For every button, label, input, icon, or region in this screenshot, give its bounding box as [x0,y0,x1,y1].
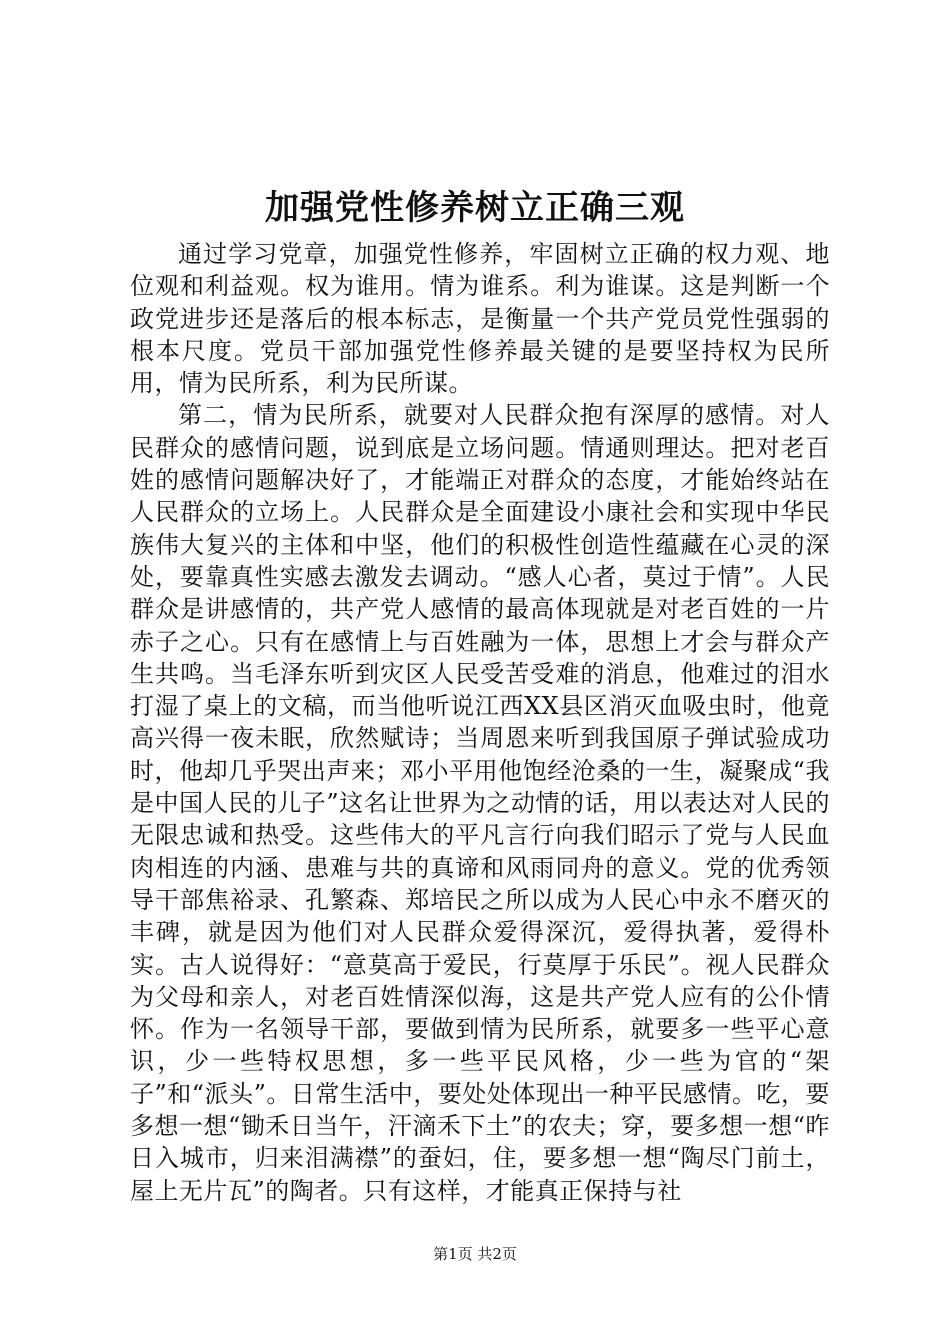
document-title: 加强党性修养树立正确三观 [265,188,685,228]
paragraph-2: 第二，情为民所系，就要对人民群众抱有深厚的感情。对人民群众的感情问题，说到底是立场问题。情通则理达。把对老百姓的感情问题解决好了，才能端正对群众的态度，才能始终站在人民群众的立场上。人民群众是全面建设小康社会和实现中华民族伟大复兴的主体和中坚，他们的积极性创造性蕴藏在心灵的深处，要靠真性实感去激发去调动。“感人心者，莫过于情”。人民群众是讲感情的，共产党人感情的最高体现就是对老百姓的一片赤子之心。只有在感情上与百姓融为一体，思想上才会与群众产生共鸣。当毛泽东听到灾区人民受苦受难的消息，他难过的泪水打湿了桌上的文稿，而当他听说江西XX县区消灭血吸虫时，他竟高兴得一夜未眠，欣然赋诗；当周恩来听到我国原子弹试验成功时，他却几乎哭出声来；邓小平用他饱经沧桑的一生，凝聚成“我是中国人民的儿子”这名让世界为之动情的话，用以表达对人民的无限忠诚和热受。这些伟大的平凡言行向我们昭示了党与人民血肉相连的内涵、患难与共的真谛和风雨同舟的意义。党的优秀领导干部焦裕录、孔繁森、郑培民之所以成为人民心中永不磨灭的丰碑，就是因为他们对人民群众爱得深沉，爱得执著，爱得朴实。古人说得好：“意莫高于爱民，行莫厚于乐民”。视人民群众为父母和亲人，对老百姓情深似海，这是共产党人应有的公仆情怀。作为一名领导干部，要做到情为民所系，就要多一些平心意识，少一些特权思想，多一些平民风格，少一些为官的“架子”和“派头”。日常生活中，要处处体现出一种平民感情。吃，要多想一想“锄禾日当午，汗滴禾下土”的农夫；穿，要多想一想“昨日入城市，归来泪满襟”的蚕妇，住，要多想一想“陶尽门前土，屋上无片瓦”的陶者。只有这样，才能真正保持与社 [130,401,830,1205]
page-footer: 第1页 共2页 [433,1245,517,1263]
document-body [130,238,830,1207]
paragraph-1: 通过学习党章，加强党性修养，牢固树立正确的权力观、地位观和利益观。权为谁用。情为谁系。利为谁谋。这是判断一个政党进步还是落后的根本标志，是衡量一个共产党员党性强弱的根本尺度。党员干部加强党性修养最关键的是要坚持权为民所用，情为民所系，利为民所谋。 [130,240,830,398]
